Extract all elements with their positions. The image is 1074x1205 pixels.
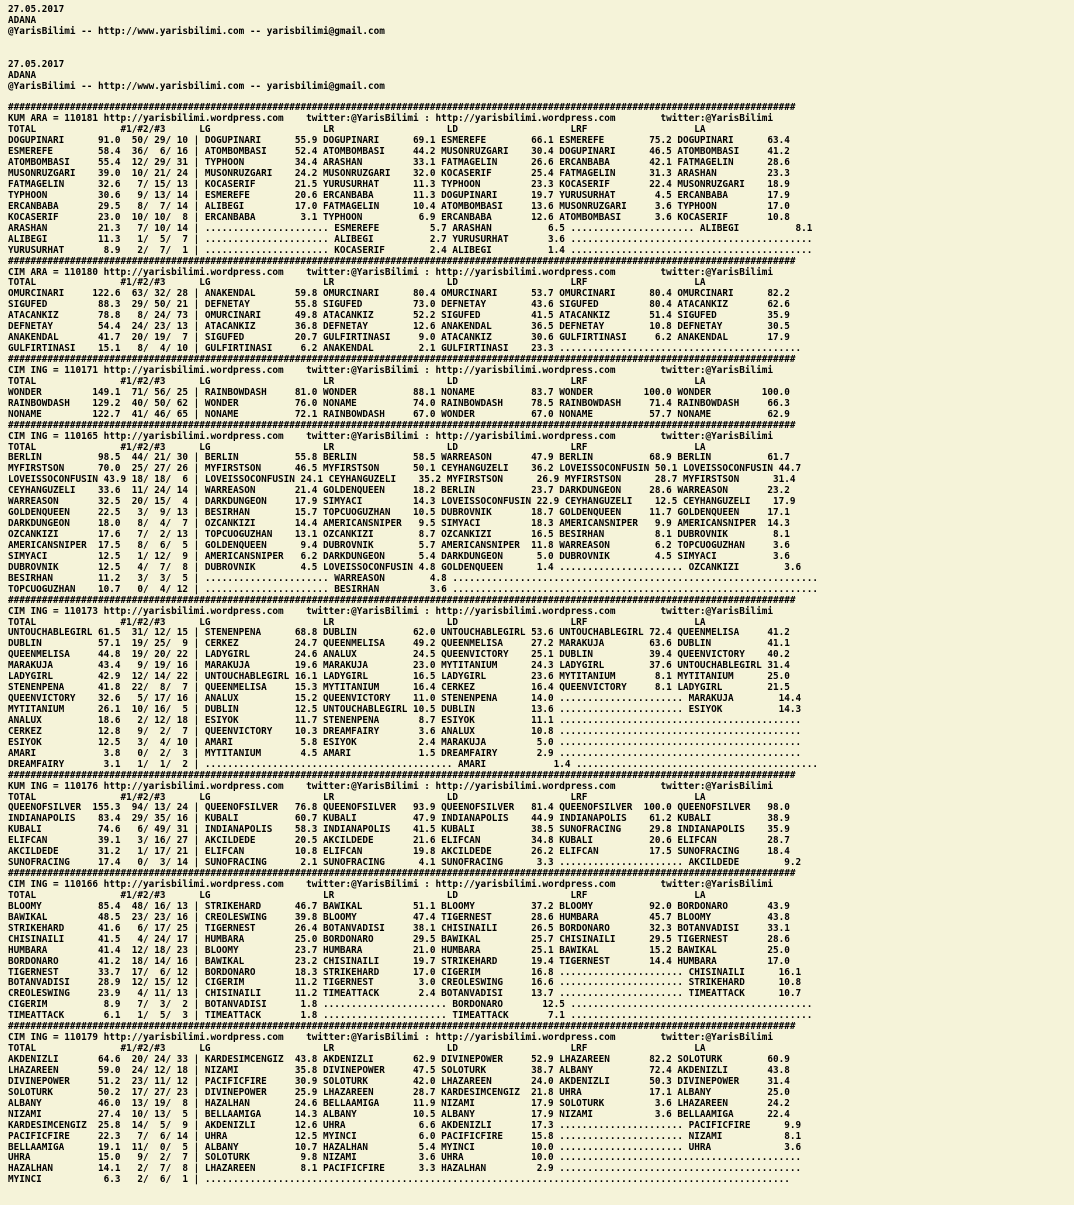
- body-line: DIVINEPOWER 51.2 23/ 11/ 12 | PACIFICFIRE 30.9 SOLOTURK 42.0 LHAZAREEN 24.0 AKDENIZLI 50.3 DIVINEPOWER 31.4: [8, 1075, 790, 1087]
- body-line: KOCASERIF 23.0 10/ 10/ 8 | ERCANBABA 3.1 TYPHOON 6.9 ERCANBABA 12.6 ATOMBOMBASI 3.6 KOCASERIF 10.8: [8, 211, 790, 223]
- body-line: LHAZAREEN 59.0 24/ 12/ 18 | NIZAMI 35.8 DIVINEPOWER 47.5 SOLOTURK 38.7 ALBANY 72.4 AKDENIZLI 43.8: [8, 1064, 790, 1076]
- body-line: ARASHAN 21.3 7/ 10/ 14 | ...................... ESMEREFE 5.7 ARASHAN 6.5 ...................... ALIBEGI 8.1: [8, 222, 813, 234]
- body-line: GULFIRTINASI 15.1 8/ 4/ 10 | GULFIRTINASI 6.2 ANAKENDAL 2.1 GULFIRTINASI 23.3 ...........................................: [8, 343, 802, 355]
- body-line: ATOMBOMBASI 55.4 12/ 29/ 31 | TYPHOON 34.4 ARASHAN 33.1 FATMAGELIN 26.6 ERCANBABA 42.1 FATMAGELIN 28.6: [8, 157, 790, 169]
- body-line: ############################################################################################################################################: [8, 868, 796, 880]
- body-line: DUBROVNIK 12.5 4/ 7/ 8 | DUBROVNIK 4.5 LOVEISSOCONFUSIN 4.8 GOLDENQUEEN 1.4 ...................... OZCANKIZI 3.6: [8, 561, 802, 573]
- body-line: STRIKEHARD 41.6 6/ 17/ 25 | TIGERNEST 26.4 BOTANVADISI 38.1 CHISINAILI 26.5 BORDONARO 32.3 BOTANVADISI 33.1: [8, 922, 790, 934]
- body-line: ESMEREFE 58.4 36/ 6/ 16 | ATOMBOMBASI 52.4 ATOMBOMBASI 44.2 MUSONRUZGARI 30.4 DOGUPINARI 46.5 ATOMBOMBASI 41.2: [8, 146, 790, 158]
- body-line: OZCANKIZI 17.6 7/ 2/ 13 | TOPCUOGUZHAN 13.1 OZCANKIZI 8.7 OZCANKIZI 16.5 BESIRHAN 8.1 DUBROVNIK 8.1: [8, 529, 790, 540]
- body-line: DEFNETAY 54.4 24/ 23/ 13 | ATACANKIZ 36.8 DEFNETAY 12.6 ANAKENDAL 36.5 DEFNETAY 10.8 DEFNETAY 30.5: [8, 321, 790, 333]
- body-line: UNTOUCHABLEGIRL 61.5 31/ 12/ 15 | STENENPENA 68.8 DUBLIN 62.0 UNTOUCHABLEGIRL 53.6 UNTOUCHABLEGIRL 72.4 QUEENMELISA 41.2: [8, 627, 790, 639]
- header-line: @YarisBilimi -- http://www.yarisbilimi.com -- yarisbilimi@gmail.com: [8, 25, 385, 37]
- body-line: CIM ARA = 110180 http://yarisbilimi.wordpress.com twitter:@YarisBilimi : http://yarisbilimi.wordpress.com twitter:@YarisBilimi: [8, 266, 774, 278]
- header-line: [8, 49, 818, 60]
- body-line: LOVEISSOCONFUSIN 43.9 18/ 18/ 6 | LOVEISSOCONFUSIN 24.1 CEYHANGUZELI 35.2 MYFIRSTSON 26.9 MYFIRSTSON 28.7 MYFIRSTSON 31.4: [8, 474, 796, 486]
- body-line: CIGERIM 8.9 7/ 3/ 2 | BOTANVADISI 1.8 ...................... BORDONARO 12.5 ...........................................: [8, 999, 813, 1011]
- body-line: CERKEZ 12.8 9/ 2/ 7 | QUEENVICTORY 10.3 DREAMFAIRY 3.6 ANALUX 10.8 ...........................................: [8, 725, 802, 737]
- body-line: ############################################################################################################################################: [8, 354, 796, 365]
- body-line: QUEENOFSILVER 155.3 94/ 13/ 24 | QUEENOFSILVER 76.8 QUEENOFSILVER 93.9 QUEENOFSILVER 81.4 QUEENOFSILVER 100.0 QUEENOFSILVER 98.0: [8, 802, 790, 814]
- body-line: ELIFCAN 39.1 3/ 16/ 27 | AKCILDEDE 20.5 AKCILDEDE 21.6 ELIFCAN 34.8 KUBALI 20.6 ELIFCAN 28.7: [8, 835, 790, 847]
- header-line: [8, 38, 818, 49]
- body-line: TIGERNEST 33.7 17/ 6/ 12 | BORDONARO 18.3 STRIKEHARD 17.0 CIGERIM 16.8 ...................... CHISINAILI 16.1: [8, 966, 802, 978]
- body-line: CIM ING = 110165 http://yarisbilimi.wordpress.com twitter:@YarisBilimi : http://yarisbilimi.wordpress.com twitter:@YarisBilimi: [8, 430, 774, 442]
- body-line: BELLAAMIGA 19.1 11/ 0/ 5 | ALBANY 10.7 HAZALHAN 5.4 MYINCI 10.0 ...................... UHRA 3.6: [8, 1141, 802, 1153]
- body-line: TOTAL #1/#2/#3 LG LR LD LRF LA: [8, 791, 706, 803]
- body-line: MYTITANIUM 26.1 10/ 16/ 5 | DUBLIN 12.5 UNTOUCHABLEGIRL 10.5 DUBLIN 13.6 ...................... ESIYOK 14.3: [8, 704, 802, 715]
- body-line: BERLIN 98.5 44/ 21/ 30 | BERLIN 55.8 BERLIN 58.5 WARREASON 47.9 BERLIN 68.9 BERLIN 61.7: [8, 452, 790, 464]
- body-line: STENENPENA 41.8 22/ 8/ 7 | QUEENMELISA 15.3 MYTITANIUM 16.4 CERKEZ 16.4 QUEENVICTORY 8.1 LADYGIRL 21.5: [8, 682, 790, 694]
- body-line: TOPCUOGUZHAN 10.7 0/ 4/ 12 | ...................... BESIRHAN 3.6 .................................................................: [8, 583, 819, 595]
- body-line: OMURCINARI 122.6 63/ 32/ 28 | ANAKENDAL 59.8 OMURCINARI 80.4 OMURCINARI 53.7 OMURCINARI 80.4 OMURCINARI 82.2: [8, 288, 790, 300]
- header-line: 27.05.2017: [8, 4, 65, 15]
- body-line: BOTANVADISI 28.9 12/ 15/ 12 | CIGERIM 11.2 TIGERNEST 3.0 CREOLESWING 16.6 ...................... STRIKEHARD 10.8: [8, 977, 802, 989]
- results-document: [8, 5, 818, 1186]
- body-line: TOTAL #1/#2/#3 LG LR LD LRF LA: [8, 124, 706, 136]
- body-line: ############################################################################################################################################: [8, 769, 796, 781]
- body-line: DARKDUNGEON 18.0 8/ 4/ 7 | OZCANKIZI 14.4 AMERICANSNIPER 9.5 SIMYACI 18.3 AMERICANSNIPER 9.9 AMERICANSNIPER 14.3: [8, 518, 790, 530]
- header-line: 27.05.2017: [8, 58, 65, 70]
- body-line: INDIANAPOLIS 83.4 29/ 35/ 16 | KUBALI 60.7 KUBALI 47.9 INDIANAPOLIS 44.9 INDIANAPOLIS 61.2 KUBALI 38.9: [8, 813, 790, 825]
- body-line: SOLOTURK 50.2 17/ 27/ 23 | DIVINEPOWER 25.9 LHAZAREEN 28.7 KARDESIMCENGIZ 21.8 UHRA 17.1 ALBANY 25.0: [8, 1086, 790, 1098]
- body-line: HUMBARA 41.4 12/ 18/ 23 | BLOOMY 23.7 HUMBARA 21.0 HUMBARA 25.1 BAWIKAL 15.2 BAWIKAL 25.0: [8, 944, 790, 956]
- body-line: ############################################################################################################################################: [8, 419, 796, 431]
- body-line: WONDER 149.1 71/ 56/ 25 | RAINBOWDASH 81.0 WONDER 88.1 NONAME 83.7 WONDER 100.0 WONDER 100.0: [8, 386, 790, 398]
- body-line: KUBALI 74.6 6/ 49/ 31 | INDIANAPOLIS 58.3 INDIANAPOLIS 41.5 KUBALI 38.5 SUNOFRACING 29.8 INDIANAPOLIS 35.9: [8, 824, 790, 836]
- header-line: @YarisBilimi -- http://www.yarisbilimi.com -- yarisbilimi@gmail.com: [8, 80, 385, 92]
- body-line: KUM ARA = 110181 http://yarisbilimi.wordpress.com twitter:@YarisBilimi : http://yarisbilimi.wordpress.com twitter:@YarisBilimi: [8, 113, 774, 125]
- body-line: HAZALHAN 14.1 2/ 7/ 8 | LHAZAREEN 8.1 PACIFICFIRE 3.3 HAZALHAN 2.9 ...........................................: [8, 1163, 802, 1175]
- body-line: ALBANY 46.0 13/ 19/ 8 | HAZALHAN 24.6 BELLAAMIGA 11.9 NIZAMI 17.9 SOLOTURK 3.6 LHAZAREEN 24.2: [8, 1097, 790, 1109]
- body-line: QUEENVICTORY 32.6 5/ 17/ 16 | ANALUX 15.2 QUEENVICTORY 11.0 STENENPENA 14.0 ...................... MARAKUJA 14.4: [8, 693, 802, 705]
- body-line: SIMYACI 12.5 1/ 12/ 9 | AMERICANSNIPER 6.2 DARKDUNGEON 5.4 DARKDUNGEON 5.0 DUBROVNIK 4.5 SIMYACI 3.6: [8, 550, 790, 562]
- body-line: TOTAL #1/#2/#3 LG LR LD LRF LA: [8, 616, 706, 628]
- body-line: DREAMFAIRY 3.1 1/ 1/ 2 | ............................................ AMARI 1.4 ...........................................: [8, 758, 819, 770]
- body-line: TYPHOON 30.6 9/ 13/ 14 | ESMEREFE 20.6 ERCANBABA 11.3 DOGUPINARI 19.7 YURUSURHAT 4.5 ERCANBABA 17.9: [8, 189, 790, 201]
- body-line: NONAME 122.7 41/ 46/ 65 | NONAME 72.1 RAINBOWDASH 67.0 WONDER 67.0 NONAME 57.7 NONAME 62.9: [8, 408, 790, 420]
- body-line: CREOLESWING 23.9 4/ 11/ 13 | CHISINAILI 11.2 TIMEATTACK 2.4 BOTANVADISI 13.7 ...................... TIMEATTACK 10.7: [8, 988, 802, 1000]
- body-line: SUNOFRACING 17.4 0/ 3/ 14 | SUNOFRACING 2.1 SUNOFRACING 4.1 SUNOFRACING 3.3 ...................... AKCILDEDE 9.2: [8, 857, 802, 869]
- body-line: GOLDENQUEEN 22.5 3/ 9/ 13 | BESIRHAN 15.7 TOPCUOGUZHAN 10.5 DUBROVNIK 18.7 GOLDENQUEEN 11.7 GOLDENQUEEN 17.1: [8, 507, 790, 519]
- body-line: LADYGIRL 42.9 12/ 14/ 22 | UNTOUCHABLEGIRL 16.1 LADYGIRL 16.5 LADYGIRL 23.6 MYTITANIUM 8.1 MYTITANIUM 25.0: [8, 671, 790, 683]
- body-line: KUM ING = 110176 http://yarisbilimi.wordpress.com twitter:@YarisBilimi : http://yarisbilimi.wordpress.com twitter:@YarisBilimi: [8, 780, 774, 792]
- body-line: TOTAL #1/#2/#3 LG LR LD LRF LA: [8, 277, 706, 289]
- body-line: BLOOMY 85.4 48/ 16/ 13 | STRIKEHARD 46.7 BAWIKAL 51.1 BLOOMY 37.2 BLOOMY 92.0 BORDONARO 43.9: [8, 900, 790, 912]
- body-line: UHRA 15.0 9/ 2/ 7 | SOLOTURK 9.8 NIZAMI 3.6 UHRA 10.0 ...........................................: [8, 1152, 802, 1164]
- body-line: PACIFICFIRE 22.3 7/ 6/ 14 | UHRA 12.5 MYINCI 6.0 PACIFICFIRE 15.8 ...................... NIZAMI 8.1: [8, 1130, 802, 1142]
- body-line: TOTAL #1/#2/#3 LG LR LD LRF LA: [8, 889, 706, 901]
- body-line: MYFIRSTSON 70.0 25/ 27/ 26 | MYFIRSTSON 46.5 MYFIRSTSON 50.1 CEYHANGUZELI 36.2 LOVEISSOCONFUSIN 50.1 LOVEISSOCONFUSIN 44.7: [8, 463, 802, 475]
- body-line: BORDONARO 41.2 18/ 14/ 16 | BAWIKAL 23.2 CHISINAILI 19.7 STRIKEHARD 19.4 TIGERNEST 14.4 HUMBARA 17.0: [8, 955, 790, 967]
- body-line: ############################################################################################################################################: [8, 594, 796, 606]
- body-line: DOGUPINARI 91.0 50/ 29/ 10 | DOGUPINARI 55.9 DOGUPINARI 69.1 ESMEREFE 66.1 ESMEREFE 75.2 DOGUPINARI 63.4: [8, 135, 790, 147]
- body-line: FATMAGELIN 32.6 7/ 15/ 13 | KOCASERIF 21.5 YURUSURHAT 11.3 TYPHOON 23.3 KOCASERIF 22.4 MUSONRUZGARI 18.9: [8, 179, 790, 190]
- body-line: AMERICANSNIPER 17.5 8/ 6/ 5 | GOLDENQUEEN 9.4 DUBROVNIK 5.7 AMERICANSNIPER 11.8 WARREASON 6.2 TOPCUOGUZHAN 3.6: [8, 539, 790, 551]
- body-line: CIM ING = 110166 http://yarisbilimi.wordpress.com twitter:@YarisBilimi : http://yarisbilimi.wordpress.com twitter:@YarisBilimi: [8, 879, 774, 890]
- body-line: YURUSURHAT 8.9 2/ 7/ 1 | ...................... KOCASERIF 2.4 ALIBEGI 1.4 ...........................................: [8, 244, 813, 256]
- body-line: ERCANBABA 29.5 8/ 7/ 14 | ALIBEGI 17.0 FATMAGELIN 10.4 ATOMBOMBASI 13.6 MUSONRUZGARI 3.6 TYPHOON 17.0: [8, 200, 790, 212]
- body-line: ANAKENDAL 41.7 20/ 19/ 7 | SIGUFED 20.7 GULFIRTINASI 9.0 ATACANKIZ 30.6 GULFIRTINASI 6.2 ANAKENDAL 17.9: [8, 332, 790, 344]
- body-line: CEYHANGUZELI 33.6 11/ 24/ 14 | WARREASON 21.4 GOLDENQUEEN 18.2 BERLIN 23.7 DARKDUNGEON 28.6 WARREASON 23.2: [8, 485, 790, 497]
- body-line: SIGUFED 88.3 29/ 50/ 21 | DEFNETAY 55.8 SIGUFED 73.0 DEFNETAY 43.6 SIGUFED 80.4 ATACANKIZ 62.6: [8, 299, 790, 311]
- body-line: ############################################################################################################################################: [8, 102, 796, 114]
- body-line: CIM ING = 110171 http://yarisbilimi.wordpress.com twitter:@YarisBilimi : http://yarisbilimi.wordpress.com twitter:@YarisBilimi: [8, 364, 774, 376]
- body-line: TOTAL #1/#2/#3 LG LR LD LRF LA: [8, 375, 706, 387]
- body-line: AKCILDEDE 31.2 1/ 17/ 21 | ELIFCAN 10.8 ELIFCAN 19.8 AKCILDEDE 26.2 ELIFCAN 17.5 SUNOFRACING 18.4: [8, 846, 790, 858]
- body-line: ESIYOK 12.5 3/ 4/ 10 | AMARI 5.8 ESIYOK 2.4 MARAKUJA 5.0 ...........................................: [8, 736, 802, 748]
- body-line: AKDENIZLI 64.6 20/ 24/ 33 | KARDESIMCENGIZ 43.8 AKDENIZLI 62.9 DIVINEPOWER 52.9 LHAZAREEN 82.2 SOLOTURK 60.9: [8, 1054, 790, 1065]
- body-line: DUBLIN 57.1 19/ 25/ 9 | CERKEZ 24.7 QUEENMELISA 49.2 QUEENMELISA 27.2 MARAKUJA 63.6 DUBLIN 41.1: [8, 638, 790, 650]
- body-line: MARAKUJA 43.4 9/ 19/ 16 | MARAKUJA 19.6 MARAKUJA 23.0 MYTITANIUM 24.3 LADYGIRL 37.6 UNTOUCHABLEGIRL 31.4: [8, 660, 790, 672]
- body-line: CHISINAILI 41.5 4/ 24/ 17 | HUMBARA 25.0 BORDONARO 29.5 BAWIKAL 25.7 CHISINAILI 29.5 TIGERNEST 28.6: [8, 933, 790, 945]
- body-line: ############################################################################################################################################: [8, 1021, 796, 1033]
- body-line: AMARI 3.8 0/ 2/ 3 | MYTITANIUM 4.5 AMARI 1.5 DREAMFAIRY 2.9 ...........................................: [8, 747, 802, 759]
- body-line: WARREASON 32.5 20/ 15/ 4 | DARKDUNGEON 17.9 SIMYACI 14.3 LOVEISSOCONFUSIN 22.9 CEYHANGUZELI 12.5 CEYHANGUZELI 17.9: [8, 496, 796, 508]
- body-line: KARDESIMCENGIZ 25.8 14/ 5/ 9 | AKDENIZLI 12.6 UHRA 6.6 AKDENIZLI 17.3 ...................... PACIFICFIRE 9.9: [8, 1119, 802, 1131]
- header-line: ADANA: [8, 14, 37, 26]
- body-line: TOTAL #1/#2/#3 LG LR LD LRF LA: [8, 1043, 706, 1055]
- body-line: BAWIKAL 48.5 23/ 23/ 16 | CREOLESWING 39.8 BLOOMY 47.4 TIGERNEST 28.6 HUMBARA 45.7 BLOOMY 43.8: [8, 911, 790, 923]
- body-line: NIZAMI 27.4 10/ 13/ 5 | BELLAAMIGA 14.3 ALBANY 10.5 ALBANY 17.9 NIZAMI 3.6 BELLAAMIGA 22.4: [8, 1108, 790, 1120]
- body-line: CIM ING = 110173 http://yarisbilimi.wordpress.com twitter:@YarisBilimi : http://yarisbilimi.wordpress.com twitter:@YarisBilimi: [8, 605, 774, 617]
- body-line: ALIBEGI 11.3 1/ 5/ 7 | ...................... ALIBEGI 2.7 YURUSURHAT 3.6 ...........................................: [8, 233, 813, 245]
- body-line: RAINBOWDASH 129.2 40/ 50/ 62 | WONDER 76.0 NONAME 74.0 RAINBOWDASH 78.5 RAINBOWDASH 71.4 RAINBOWDASH 66.3: [8, 397, 790, 409]
- body-line: ANALUX 18.6 2/ 12/ 18 | ESIYOK 11.7 STENENPENA 8.7 ESIYOK 11.1 ...........................................: [8, 714, 802, 726]
- body-line: ############################################################################################################################################: [8, 255, 796, 267]
- body-line: TIMEATTACK 6.1 1/ 5/ 3 | TIMEATTACK 1.8 ...................... TIMEATTACK 7.1 ...........................................: [8, 1010, 813, 1022]
- body-line: BESIRHAN 11.2 3/ 3/ 5 | ...................... WARREASON 4.8 .................................................................: [8, 572, 819, 584]
- body-line: QUEENMELISA 44.8 19/ 20/ 22 | LADYGIRL 24.6 ANALUX 24.5 QUEENVICTORY 25.1 DUBLIN 39.4 QUEENVICTORY 40.2: [8, 649, 790, 661]
- body-line: ATACANKIZ 78.8 8/ 24/ 73 | OMURCINARI 49.8 ATACANKIZ 52.2 SIGUFED 41.5 ATACANKIZ 51.4 SIGUFED 35.9: [8, 310, 790, 322]
- body-line: CIM ING = 110179 http://yarisbilimi.wordpress.com twitter:@YarisBilimi : http://yarisbilimi.wordpress.com twitter:@YarisBilimi: [8, 1032, 774, 1044]
- header-line: ADANA: [8, 69, 37, 81]
- body-line: TOTAL #1/#2/#3 LG LR LD LRF LA: [8, 441, 706, 453]
- body-line: MUSONRUZGARI 39.0 10/ 21/ 24 | MUSONRUZGARI 24.2 MUSONRUZGARI 32.0 KOCASERIF 25.4 FATMAGELIN 31.3 ARASHAN 23.3: [8, 168, 790, 180]
- body-line: MYINCI 6.3 2/ 6/ 1 | ........................................................................................................: [8, 1174, 790, 1186]
